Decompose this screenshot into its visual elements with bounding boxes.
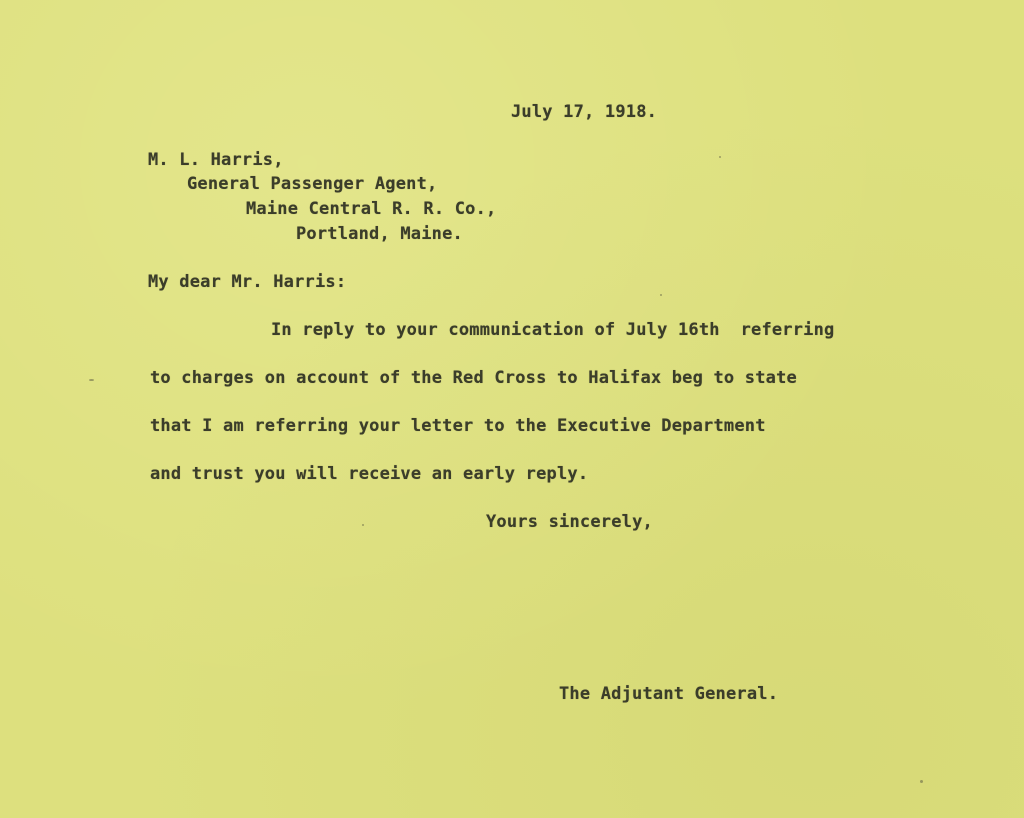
signature: The Adjutant General.	[559, 684, 779, 704]
paper-speck	[362, 524, 364, 526]
letter-date: July 17, 1918.	[511, 102, 658, 122]
paper-speck	[719, 156, 721, 158]
salutation: My dear Mr. Harris:	[148, 272, 347, 292]
body-line-1: In reply to your communication of July 16th referring	[271, 320, 835, 340]
recipient-name: M. L. Harris,	[148, 150, 284, 170]
closing: Yours sincerely,	[486, 512, 653, 532]
recipient-company: Maine Central R. R. Co.,	[246, 199, 497, 219]
recipient-title: General Passenger Agent,	[187, 174, 438, 194]
recipient-city: Portland, Maine.	[296, 224, 463, 244]
paper-speck	[89, 379, 94, 381]
body-line-2: to charges on account of the Red Cross to Halifax beg to state	[150, 368, 797, 388]
body-line-3: that I am referring your letter to the Executive Department	[150, 416, 766, 436]
body-line-4: and trust you will receive an early reply.	[150, 464, 589, 484]
paper-speck	[920, 780, 923, 783]
paper-speck	[660, 294, 662, 296]
